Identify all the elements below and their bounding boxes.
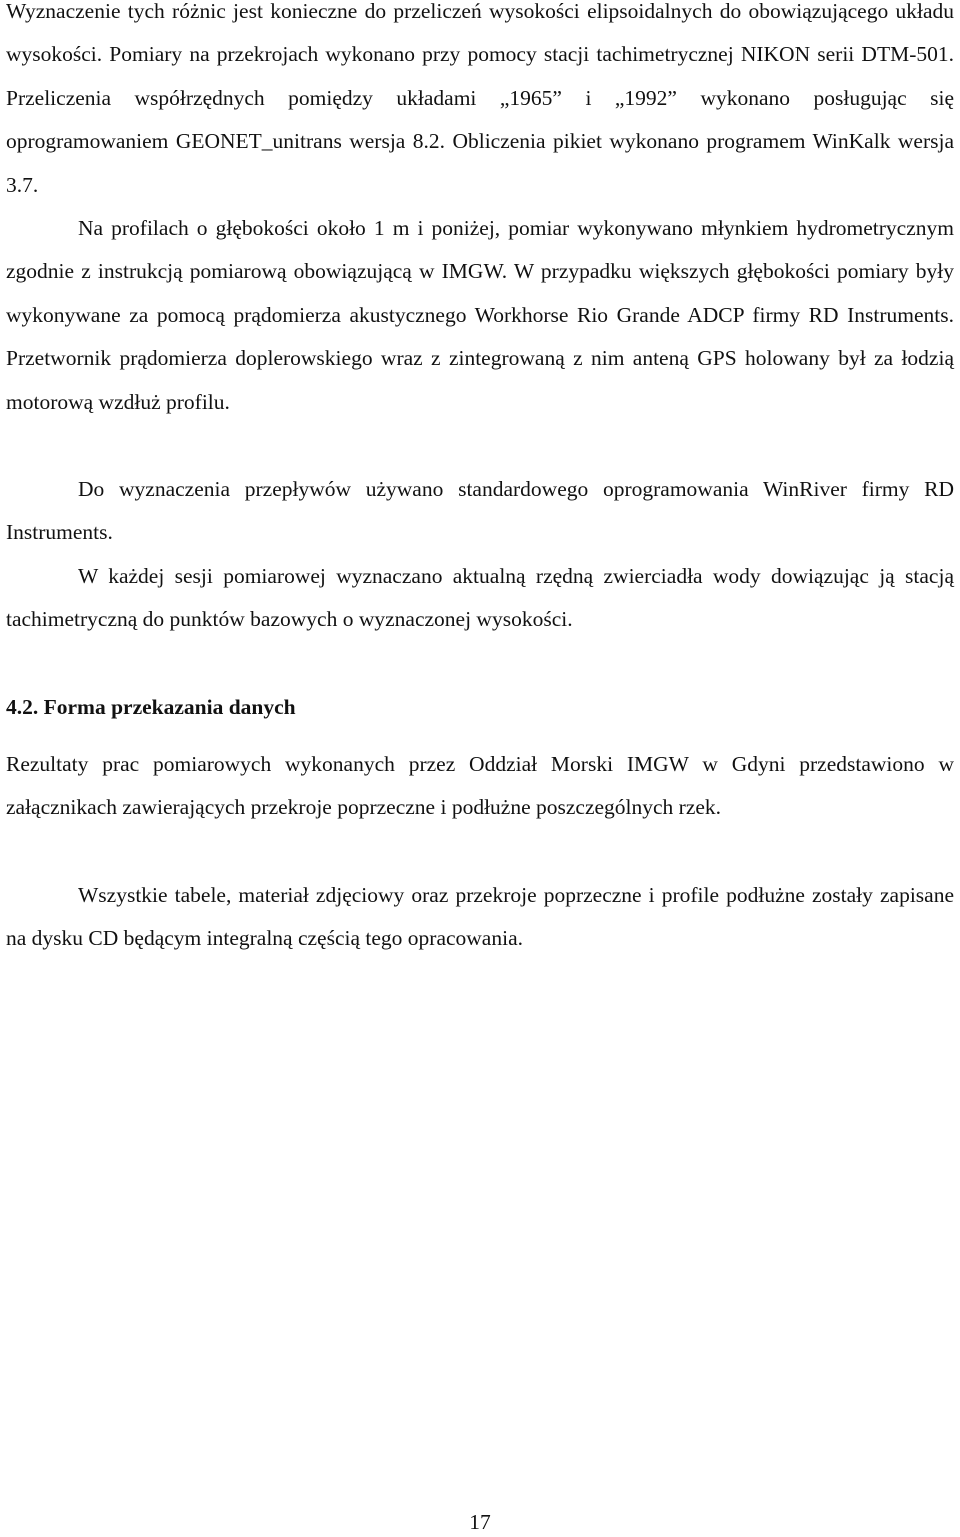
paragraph-flow-measurement: Na profilach o głębokości około 1 m i poniżej, pomiar wykonywano młynkiem hydrometrycznym zgodnie z instrukcją pomiarową obowiązującą w IMGW. W przypadku większych głębokości pomiary były wykonywane za pomocą prądomierza akustycznego Workhorse Rio Grande ADCP firmy RD Instruments. Przetwornik prądomierza doplerowskiego wraz z zintegrowaną z nim anteną GPS holowany był za łodzią motorową wzdłuż profilu. bbox=[6, 216, 954, 414]
paragraph-results-presentation: Rezultaty prac pomiarowych wykonanych przez Oddział Morski IMGW w Gdyni przedstawiono w załącznikach zawierających przekroje poprzeczne i podłużne poszczególnych rzek. bbox=[6, 752, 954, 820]
page-number: 17 bbox=[469, 1510, 491, 1534]
paragraph-winriver-software: Do wyznaczenia przepływów używano standardowego oprogramowania WinRiver firmy RD Instruments. bbox=[6, 477, 954, 545]
paragraph-height-conversion: Wyznaczenie tych różnic jest konieczne do przeliczeń wysokości elipsoidalnych do obowiązującego układu wysokości. Pomiary na przekrojach wykonano przy pomocy stacji tachimetrycznej NIKON serii DTM-501. Przeliczenia współrzędnych pomiędzy układami „1965” i „1992” wykonano posługując się oprogramowaniem GEONET_unitrans wersja 8.2. Obliczenia pikiet wykonano programem WinKalk wersja 3.7. bbox=[6, 0, 954, 197]
section-heading: 4.2. Forma przekazania danych bbox=[6, 695, 296, 719]
paragraph-water-level: W każdej sesji pomiarowej wyznaczano aktualną rzędną zwierciadła wody dowiązując ją stacją tachimetryczną do punktów bazowych o wyznaczonej wysokości. bbox=[6, 564, 954, 632]
paragraph-cd-storage: Wszystkie tabele, materiał zdjęciowy oraz przekroje poprzeczne i profile podłużne zostały zapisane na dysku CD będącym integralną częścią tego opracowania. bbox=[6, 883, 954, 951]
document-page bbox=[6, 0, 954, 1537]
